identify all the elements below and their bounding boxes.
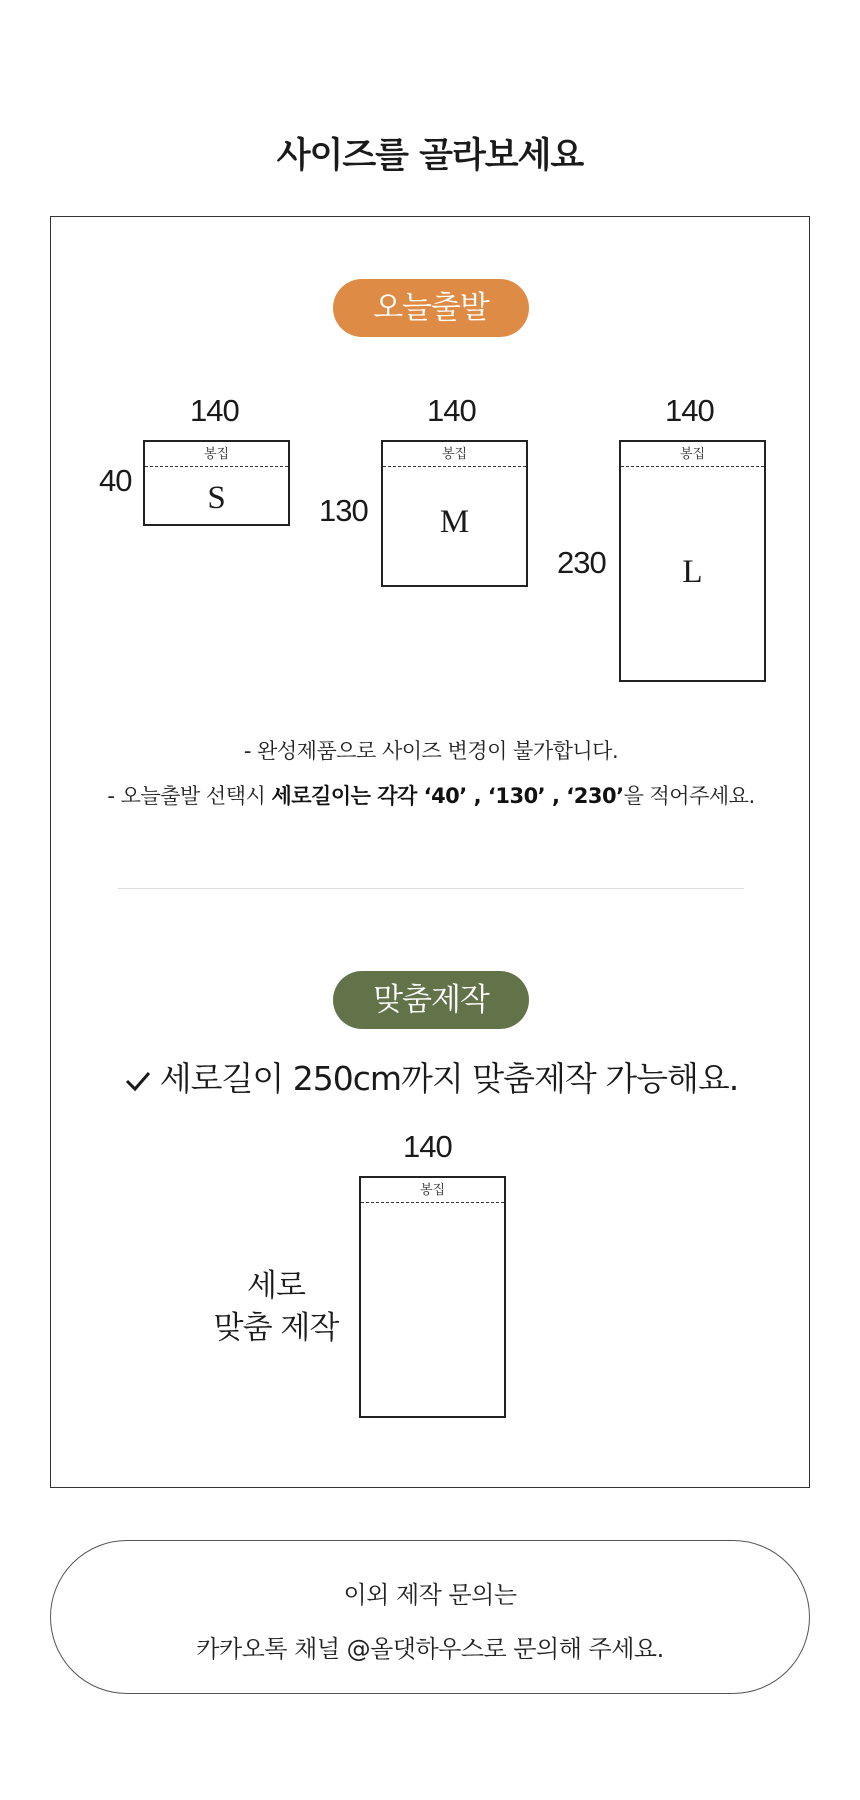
size-guide-box [50,216,810,1488]
size-m-height: 130 [319,493,368,528]
pocket-line [145,466,288,467]
contact-box [50,1540,810,1694]
check-icon [124,1069,152,1093]
custom-size-option[interactable] [359,1176,506,1418]
note-suffix: 을 적어주세요. [623,784,755,808]
size-s-option[interactable] [143,440,290,526]
custom-headline-text: 세로길이 250cm까지 맞춤제작 가능해요. [159,1059,739,1098]
size-m-option[interactable] [381,440,528,587]
size-s-width: 140 [190,393,239,428]
size-l-width: 140 [665,393,714,428]
custom-label-line1: 세로 [247,1268,305,1304]
custom-made-badge: 맞춤제작 [333,971,529,1029]
size-s-height: 40 [99,463,132,498]
size-l-height: 230 [557,545,606,580]
size-l-option[interactable] [619,440,766,682]
pocket-line [361,1202,504,1203]
pocket-line [383,466,526,467]
page-title: 사이즈를 골라보세요 [276,136,584,176]
pocket-label: 봉집 [203,447,230,462]
pocket-line [621,466,764,467]
note-bold: 세로길이는 각각 ‘40’ , ‘130’ , ‘230’ [271,784,624,808]
no-size-change-note: - 완성제품으로 사이즈 변경이 불가합니다. [243,739,619,763]
note-prefix: - 오늘출발 선택시 [107,784,272,808]
custom-length-headline [51,1053,811,1100]
today-ship-length-note [51,780,811,810]
contact-line-2: 카카오톡 채널 @올댓하우스로 문의해 주세요. [196,1635,664,1663]
size-l-letter: L [682,554,703,590]
pocket-label: 봉집 [441,447,468,462]
divider [118,888,744,889]
custom-label [201,1265,351,1349]
pocket-label: 봉집 [419,1183,446,1198]
size-s-letter: S [207,480,226,516]
custom-width: 140 [403,1129,452,1164]
contact-line-1: 이외 제작 문의는 [343,1581,517,1609]
custom-label-line2: 맞춤 제작 [213,1310,339,1346]
size-m-width: 140 [427,393,476,428]
pocket-label: 봉집 [679,447,706,462]
today-ship-badge: 오늘출발 [333,279,529,337]
size-m-letter: M [439,504,470,540]
